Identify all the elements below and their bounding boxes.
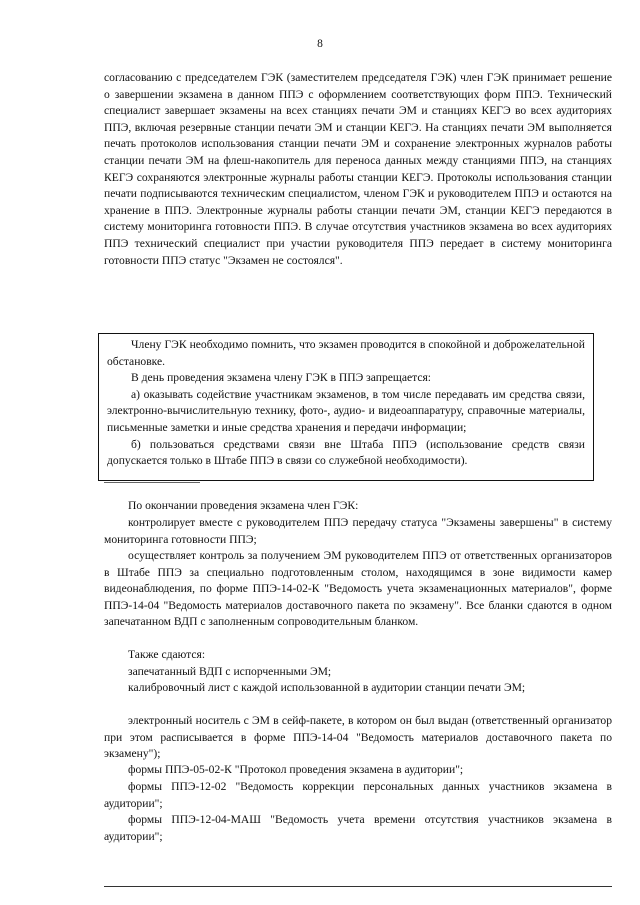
after-exam-intro: По окончании проведения экзамена член ГЭК: (128, 499, 359, 512)
notice-paragraph-3: а) оказывать содействие участникам экзаменов, в том числе передавать им средства связи, электронно-вычислительную технику, фото-, аудио- и видеоаппаратуру, справочные материалы, письменные заметки и иные средства хранения и передачи информации; (107, 387, 585, 434)
divider-line (104, 482, 200, 483)
notice-box (98, 333, 594, 481)
notice-paragraph-2: В день проведения экзамена члену ГЭК в ППЭ запрещается: (131, 371, 432, 385)
after-item-2: осуществляет контроль за получением ЭМ руководителем ППЭ от ответственных организаторов в Штабе ППЭ за специально подготовленным столом, находящимся в зоне видимости камер видеонаблюдения, по форме ППЭ-14-02-К "Ведомость учета экзаменационных материалов", форме ППЭ-14-04 "Ведомость материалов доставочного пакета по экзамену". Все бланки сдаются в одном запечатанном ВДП с заполненным сопроводительным бланком. (104, 549, 612, 629)
submitted-item-2: калибровочный лист с каждой использованной в аудитории станции печати ЭМ; (128, 681, 526, 694)
page-number: 8 (317, 38, 323, 50)
submitted-item-4: формы ППЭ-05-02-К "Протокол проведения экзамена в аудитории"; (128, 763, 464, 776)
bottom-rule (104, 886, 612, 887)
submitted-item-5: формы ППЭ-12-02 "Ведомость коррекции персональных данных участников экзамена в аудитории"; (104, 780, 612, 810)
submitted-item-6: формы ППЭ-12-04-МАШ "Ведомость учета времени отсутствия участников экзамена в аудитории"; (104, 813, 612, 843)
after-item-1: контролирует вместе с руководителем ППЭ передачу статуса "Экзамены завершены" в систему мониторинга готовности ППЭ; (104, 516, 612, 546)
notice-paragraph-4: б) пользоваться средствами связи вне Штаба ППЭ (использование средств связи допускается только в Штабе ППЭ в связи со служебной необходимости). (107, 437, 585, 468)
notice-paragraph-1: Члену ГЭК необходимо помнить, что экзамен проводится в спокойной и доброжелательной обстановке. (107, 338, 585, 368)
paragraph-exam-completion: согласованию с председателем ГЭК (заместителем председателя ГЭК) член ГЭК принимает решение о завершении экзамена в данном ППЭ с оформлением соответствующих форм ППЭ. Технический специалист завершает экзамены на всех станциях печати ЭМ и станциях КЕГЭ во всех аудиториях ППЭ, включая резервные станции печати ЭМ и станции КЕГЭ. На станциях печати ЭМ выполняется печать протоколов использования станции печати ЭМ и сохранение электронных журналов работы станции печати ЭМ на флеш-накопитель для переноса данных между станциями ППЭ, на станциях КЕГЭ сохраняются электронные журналы работы станции КЕГЭ. Протоколы использования станции печати подписываются техническим специалистом, членом ГЭК и руководителем ППЭ и остаются на хранение в ППЭ. Электронные журналы работы станции печати ЭМ, станции КЕГЭ передаются в систему мониторинга готовности ППЭ. В случае отсутствия участников экзамена во всех аудиториях ППЭ технический специалист при участии руководителя ППЭ передает в систему мониторинга готовности ППЭ статус "Экзамен не состоялся". (104, 71, 612, 267)
submitted-item-3: электронный носитель с ЭМ в сейф-пакете, в котором он был выдан (ответственный организатор при этом расписывается в форме ППЭ-14-04 "Ведомость материалов доставочного пакета по экзамену"); (104, 714, 612, 761)
submitted-item-1: запечатанный ВДП с испорченными ЭМ; (128, 665, 332, 678)
also-submitted-heading: Также сдаются: (128, 648, 206, 661)
